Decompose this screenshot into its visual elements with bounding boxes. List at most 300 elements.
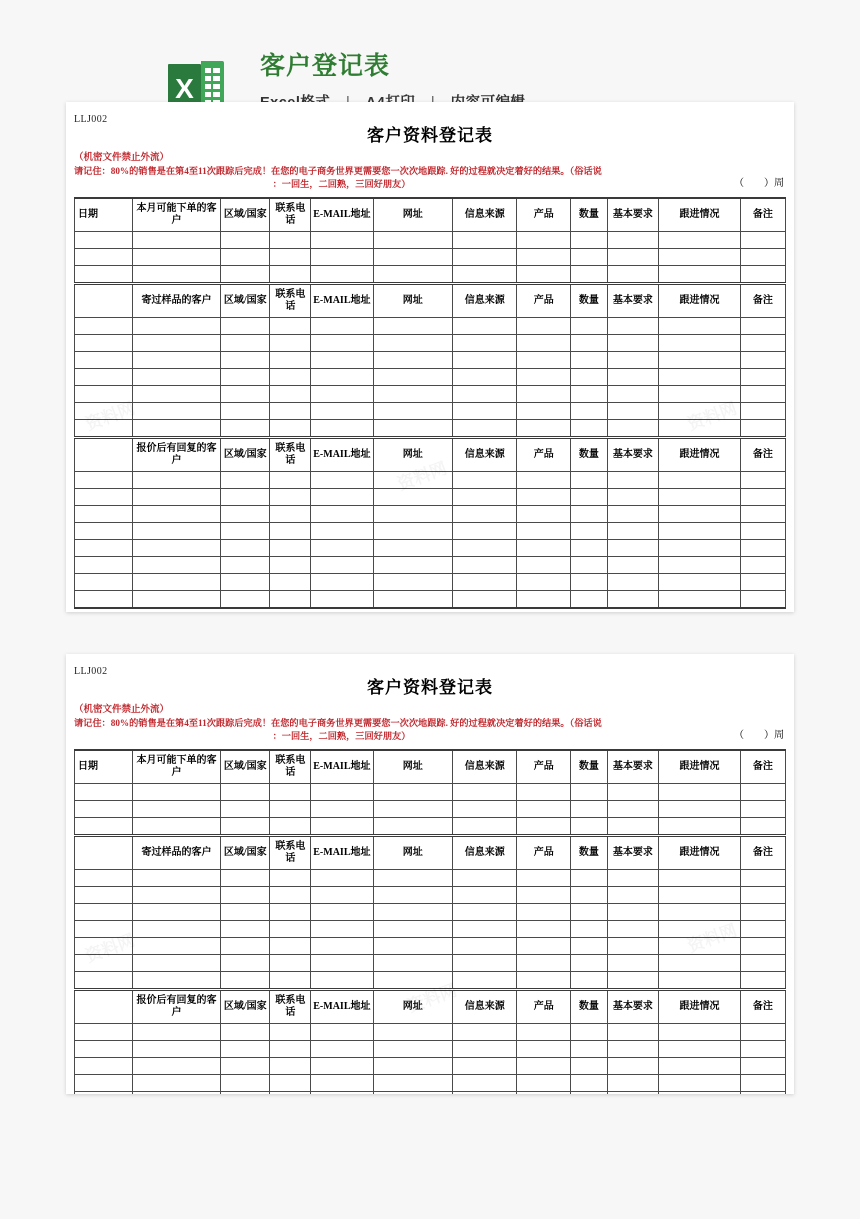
table-cell[interactable] (373, 317, 452, 334)
table-row[interactable] (75, 334, 786, 351)
table-cell[interactable] (132, 368, 220, 385)
table-cell[interactable] (659, 334, 741, 351)
table-cell[interactable] (311, 886, 373, 903)
table-cell[interactable] (311, 351, 373, 368)
table-cell[interactable] (607, 971, 659, 989)
table-cell[interactable] (659, 556, 741, 573)
table-row[interactable] (75, 539, 786, 556)
table-cell[interactable] (75, 783, 133, 800)
table-cell[interactable] (740, 971, 785, 989)
table-cell[interactable] (270, 248, 311, 265)
table-cell[interactable] (453, 556, 517, 573)
table-cell[interactable] (453, 471, 517, 488)
table-cell[interactable] (132, 1057, 220, 1074)
table-cell[interactable] (373, 937, 452, 954)
table-cell[interactable] (75, 920, 133, 937)
table-cell[interactable] (132, 539, 220, 556)
table-cell[interactable] (221, 385, 270, 402)
table-cell[interactable] (132, 783, 220, 800)
table-cell[interactable] (132, 903, 220, 920)
table-cell[interactable] (607, 886, 659, 903)
table-row[interactable] (75, 471, 786, 488)
table-row[interactable] (75, 505, 786, 522)
table-cell[interactable] (270, 573, 311, 590)
table-cell[interactable] (311, 488, 373, 505)
table-cell[interactable] (453, 971, 517, 989)
table-cell[interactable] (373, 488, 452, 505)
table-cell[interactable] (311, 385, 373, 402)
table-cell[interactable] (517, 317, 571, 334)
table-cell[interactable] (132, 248, 220, 265)
table-cell[interactable] (571, 471, 608, 488)
table-cell[interactable] (311, 954, 373, 971)
table-cell[interactable] (607, 1023, 659, 1040)
table-cell[interactable] (132, 590, 220, 608)
table-cell[interactable] (659, 522, 741, 539)
table-cell[interactable] (517, 488, 571, 505)
table-cell[interactable] (75, 539, 133, 556)
table-cell[interactable] (659, 248, 741, 265)
table-cell[interactable] (75, 334, 133, 351)
table-cell[interactable] (607, 783, 659, 800)
table-cell[interactable] (221, 573, 270, 590)
table-cell[interactable] (75, 573, 133, 590)
table-cell[interactable] (659, 954, 741, 971)
table-row[interactable] (75, 248, 786, 265)
table-cell[interactable] (607, 265, 659, 283)
table-cell[interactable] (270, 783, 311, 800)
table-cell[interactable] (270, 539, 311, 556)
table-cell[interactable] (311, 539, 373, 556)
table-cell[interactable] (571, 869, 608, 886)
table-cell[interactable] (311, 317, 373, 334)
table-cell[interactable] (132, 385, 220, 402)
table-cell[interactable] (75, 265, 133, 283)
table-cell[interactable] (659, 1091, 741, 1094)
table-cell[interactable] (453, 1074, 517, 1091)
table-cell[interactable] (132, 1091, 220, 1094)
table-cell[interactable] (373, 522, 452, 539)
table-cell[interactable] (740, 869, 785, 886)
table-cell[interactable] (311, 573, 373, 590)
table-row[interactable] (75, 1023, 786, 1040)
table-cell[interactable] (270, 817, 311, 835)
table-cell[interactable] (132, 488, 220, 505)
table-cell[interactable] (740, 800, 785, 817)
table-cell[interactable] (270, 1040, 311, 1057)
table-cell[interactable] (517, 1091, 571, 1094)
table-row[interactable] (75, 903, 786, 920)
table-cell[interactable] (517, 231, 571, 248)
table-cell[interactable] (571, 556, 608, 573)
table-cell[interactable] (740, 590, 785, 608)
table-cell[interactable] (659, 903, 741, 920)
table-cell[interactable] (517, 385, 571, 402)
table-cell[interactable] (607, 1091, 659, 1094)
table-cell[interactable] (659, 505, 741, 522)
table-cell[interactable] (132, 573, 220, 590)
table-cell[interactable] (221, 590, 270, 608)
table-cell[interactable] (311, 1057, 373, 1074)
table-cell[interactable] (659, 402, 741, 419)
table-cell[interactable] (311, 402, 373, 419)
table-cell[interactable] (221, 402, 270, 419)
table-row[interactable] (75, 573, 786, 590)
table-cell[interactable] (75, 556, 133, 573)
table-cell[interactable] (571, 903, 608, 920)
table-cell[interactable] (517, 1057, 571, 1074)
table-cell[interactable] (132, 351, 220, 368)
table-cell[interactable] (740, 1057, 785, 1074)
table-cell[interactable] (373, 1074, 452, 1091)
table-cell[interactable] (607, 368, 659, 385)
table-cell[interactable] (311, 1074, 373, 1091)
table-cell[interactable] (221, 539, 270, 556)
table-cell[interactable] (132, 334, 220, 351)
table-cell[interactable] (373, 539, 452, 556)
table-cell[interactable] (607, 869, 659, 886)
table-cell[interactable] (607, 954, 659, 971)
table-cell[interactable] (659, 385, 741, 402)
table-cell[interactable] (740, 556, 785, 573)
table-cell[interactable] (607, 573, 659, 590)
table-row[interactable] (75, 351, 786, 368)
table-cell[interactable] (75, 385, 133, 402)
table-cell[interactable] (75, 368, 133, 385)
table-cell[interactable] (659, 817, 741, 835)
table-cell[interactable] (607, 903, 659, 920)
table-row[interactable] (75, 817, 786, 835)
table-cell[interactable] (517, 590, 571, 608)
table-cell[interactable] (740, 351, 785, 368)
table-cell[interactable] (221, 800, 270, 817)
table-row[interactable] (75, 488, 786, 505)
table-cell[interactable] (221, 505, 270, 522)
table-cell[interactable] (221, 886, 270, 903)
table-cell[interactable] (270, 1074, 311, 1091)
table-cell[interactable] (659, 937, 741, 954)
table-cell[interactable] (75, 800, 133, 817)
table-cell[interactable] (453, 402, 517, 419)
table-cell[interactable] (659, 1057, 741, 1074)
table-cell[interactable] (221, 368, 270, 385)
table-cell[interactable] (270, 954, 311, 971)
table-cell[interactable] (453, 539, 517, 556)
table-cell[interactable] (373, 971, 452, 989)
table-cell[interactable] (571, 334, 608, 351)
table-cell[interactable] (270, 351, 311, 368)
table-cell[interactable] (132, 817, 220, 835)
table-cell[interactable] (571, 817, 608, 835)
table-cell[interactable] (75, 1040, 133, 1057)
table-cell[interactable] (373, 800, 452, 817)
table-cell[interactable] (740, 937, 785, 954)
table-cell[interactable] (75, 471, 133, 488)
table-cell[interactable] (453, 869, 517, 886)
table-cell[interactable] (132, 419, 220, 437)
table-cell[interactable] (311, 1091, 373, 1094)
table-cell[interactable] (311, 505, 373, 522)
table-cell[interactable] (373, 402, 452, 419)
table-cell[interactable] (373, 334, 452, 351)
table-cell[interactable] (607, 248, 659, 265)
table-cell[interactable] (373, 385, 452, 402)
table-cell[interactable] (571, 231, 608, 248)
table-cell[interactable] (453, 351, 517, 368)
table-cell[interactable] (607, 937, 659, 954)
table-cell[interactable] (517, 522, 571, 539)
table-cell[interactable] (517, 886, 571, 903)
table-cell[interactable] (659, 800, 741, 817)
table-cell[interactable] (517, 505, 571, 522)
table-cell[interactable] (740, 368, 785, 385)
table-cell[interactable] (517, 351, 571, 368)
table-cell[interactable] (132, 1074, 220, 1091)
table-row[interactable] (75, 419, 786, 437)
table-cell[interactable] (75, 817, 133, 835)
table-cell[interactable] (75, 351, 133, 368)
table-cell[interactable] (453, 522, 517, 539)
table-cell[interactable] (373, 231, 452, 248)
table-cell[interactable] (607, 419, 659, 437)
table-cell[interactable] (517, 402, 571, 419)
table-cell[interactable] (740, 488, 785, 505)
table-cell[interactable] (517, 1040, 571, 1057)
table-cell[interactable] (132, 317, 220, 334)
table-cell[interactable] (270, 903, 311, 920)
table-cell[interactable] (453, 385, 517, 402)
table-cell[interactable] (571, 1040, 608, 1057)
table-cell[interactable] (373, 869, 452, 886)
table-cell[interactable] (517, 419, 571, 437)
table-cell[interactable] (453, 903, 517, 920)
table-cell[interactable] (75, 505, 133, 522)
table-cell[interactable] (270, 334, 311, 351)
table-cell[interactable] (132, 522, 220, 539)
table-cell[interactable] (571, 539, 608, 556)
table-cell[interactable] (453, 419, 517, 437)
table-cell[interactable] (571, 368, 608, 385)
table-row[interactable] (75, 783, 786, 800)
table-cell[interactable] (453, 1057, 517, 1074)
table-cell[interactable] (270, 937, 311, 954)
table-cell[interactable] (75, 488, 133, 505)
table-cell[interactable] (132, 471, 220, 488)
table-cell[interactable] (373, 505, 452, 522)
table-cell[interactable] (517, 248, 571, 265)
table-cell[interactable] (571, 522, 608, 539)
table-cell[interactable] (453, 248, 517, 265)
table-cell[interactable] (75, 402, 133, 419)
table-cell[interactable] (571, 351, 608, 368)
table-cell[interactable] (221, 419, 270, 437)
table-cell[interactable] (270, 385, 311, 402)
table-cell[interactable] (311, 971, 373, 989)
table-cell[interactable] (453, 488, 517, 505)
table-cell[interactable] (75, 937, 133, 954)
table-cell[interactable] (517, 817, 571, 835)
table-cell[interactable] (607, 471, 659, 488)
table-cell[interactable] (373, 954, 452, 971)
table-cell[interactable] (311, 471, 373, 488)
table-cell[interactable] (740, 334, 785, 351)
table-cell[interactable] (517, 903, 571, 920)
table-cell[interactable] (659, 351, 741, 368)
table-cell[interactable] (270, 505, 311, 522)
table-cell[interactable] (453, 265, 517, 283)
table-cell[interactable] (517, 800, 571, 817)
table-cell[interactable] (453, 954, 517, 971)
table-cell[interactable] (571, 783, 608, 800)
table-cell[interactable] (740, 505, 785, 522)
table-cell[interactable] (571, 1074, 608, 1091)
table-cell[interactable] (373, 573, 452, 590)
table-cell[interactable] (659, 971, 741, 989)
table-cell[interactable] (517, 783, 571, 800)
table-cell[interactable] (221, 971, 270, 989)
table-cell[interactable] (571, 419, 608, 437)
table-cell[interactable] (373, 590, 452, 608)
table-cell[interactable] (132, 971, 220, 989)
table-cell[interactable] (740, 539, 785, 556)
table-cell[interactable] (221, 231, 270, 248)
table-cell[interactable] (270, 869, 311, 886)
table-cell[interactable] (517, 265, 571, 283)
table-cell[interactable] (221, 556, 270, 573)
table-cell[interactable] (221, 265, 270, 283)
table-cell[interactable] (607, 1040, 659, 1057)
table-cell[interactable] (571, 886, 608, 903)
table-cell[interactable] (571, 402, 608, 419)
table-cell[interactable] (740, 886, 785, 903)
table-cell[interactable] (311, 800, 373, 817)
table-cell[interactable] (571, 971, 608, 989)
table-cell[interactable] (740, 783, 785, 800)
table-cell[interactable] (311, 1040, 373, 1057)
table-cell[interactable] (571, 920, 608, 937)
table-cell[interactable] (607, 1057, 659, 1074)
table-row[interactable] (75, 402, 786, 419)
table-cell[interactable] (270, 886, 311, 903)
table-cell[interactable] (607, 385, 659, 402)
table-cell[interactable] (517, 920, 571, 937)
table-cell[interactable] (740, 522, 785, 539)
table-cell[interactable] (270, 317, 311, 334)
table-cell[interactable] (571, 385, 608, 402)
table-cell[interactable] (659, 419, 741, 437)
table-cell[interactable] (517, 1074, 571, 1091)
table-cell[interactable] (453, 1091, 517, 1094)
table-row[interactable] (75, 368, 786, 385)
table-cell[interactable] (221, 522, 270, 539)
table-cell[interactable] (453, 886, 517, 903)
table-cell[interactable] (75, 419, 133, 437)
table-cell[interactable] (221, 334, 270, 351)
table-cell[interactable] (373, 248, 452, 265)
table-cell[interactable] (132, 265, 220, 283)
table-row[interactable] (75, 954, 786, 971)
table-row[interactable] (75, 265, 786, 283)
table-cell[interactable] (453, 231, 517, 248)
table-cell[interactable] (740, 265, 785, 283)
table-cell[interactable] (270, 590, 311, 608)
table-cell[interactable] (221, 954, 270, 971)
table-cell[interactable] (607, 1074, 659, 1091)
table-cell[interactable] (311, 248, 373, 265)
table-cell[interactable] (607, 920, 659, 937)
table-cell[interactable] (221, 869, 270, 886)
table-cell[interactable] (453, 505, 517, 522)
table-cell[interactable] (453, 817, 517, 835)
table-cell[interactable] (311, 783, 373, 800)
table-cell[interactable] (311, 817, 373, 835)
table-cell[interactable] (740, 817, 785, 835)
table-cell[interactable] (132, 556, 220, 573)
table-cell[interactable] (571, 1057, 608, 1074)
table-row[interactable] (75, 522, 786, 539)
table-cell[interactable] (270, 231, 311, 248)
table-cell[interactable] (221, 783, 270, 800)
table-cell[interactable] (373, 471, 452, 488)
table-cell[interactable] (659, 783, 741, 800)
table-cell[interactable] (453, 783, 517, 800)
table-cell[interactable] (221, 937, 270, 954)
table-cell[interactable] (132, 505, 220, 522)
table-cell[interactable] (659, 1023, 741, 1040)
table-cell[interactable] (740, 419, 785, 437)
table-cell[interactable] (373, 351, 452, 368)
table-row[interactable] (75, 1040, 786, 1057)
table-cell[interactable] (311, 419, 373, 437)
table-cell[interactable] (270, 368, 311, 385)
table-cell[interactable] (517, 539, 571, 556)
table-cell[interactable] (311, 556, 373, 573)
table-cell[interactable] (221, 920, 270, 937)
table-cell[interactable] (132, 886, 220, 903)
table-cell[interactable] (311, 869, 373, 886)
table-cell[interactable] (132, 1040, 220, 1057)
table-cell[interactable] (517, 368, 571, 385)
table-cell[interactable] (75, 1074, 133, 1091)
table-cell[interactable] (517, 471, 571, 488)
table-cell[interactable] (75, 1057, 133, 1074)
table-cell[interactable] (740, 471, 785, 488)
table-cell[interactable] (453, 1040, 517, 1057)
table-cell[interactable] (75, 248, 133, 265)
table-cell[interactable] (659, 869, 741, 886)
table-cell[interactable] (659, 368, 741, 385)
table-cell[interactable] (517, 573, 571, 590)
table-cell[interactable] (75, 317, 133, 334)
table-row[interactable] (75, 1074, 786, 1091)
table-cell[interactable] (270, 1057, 311, 1074)
table-cell[interactable] (659, 231, 741, 248)
table-cell[interactable] (270, 1091, 311, 1094)
table-cell[interactable] (571, 317, 608, 334)
table-cell[interactable] (132, 869, 220, 886)
table-cell[interactable] (270, 920, 311, 937)
table-cell[interactable] (221, 1091, 270, 1094)
table-cell[interactable] (453, 573, 517, 590)
table-cell[interactable] (75, 590, 133, 608)
table-cell[interactable] (517, 556, 571, 573)
table-cell[interactable] (311, 231, 373, 248)
table-cell[interactable] (659, 539, 741, 556)
table-cell[interactable] (373, 903, 452, 920)
table-cell[interactable] (740, 385, 785, 402)
table-cell[interactable] (75, 886, 133, 903)
table-cell[interactable] (517, 869, 571, 886)
